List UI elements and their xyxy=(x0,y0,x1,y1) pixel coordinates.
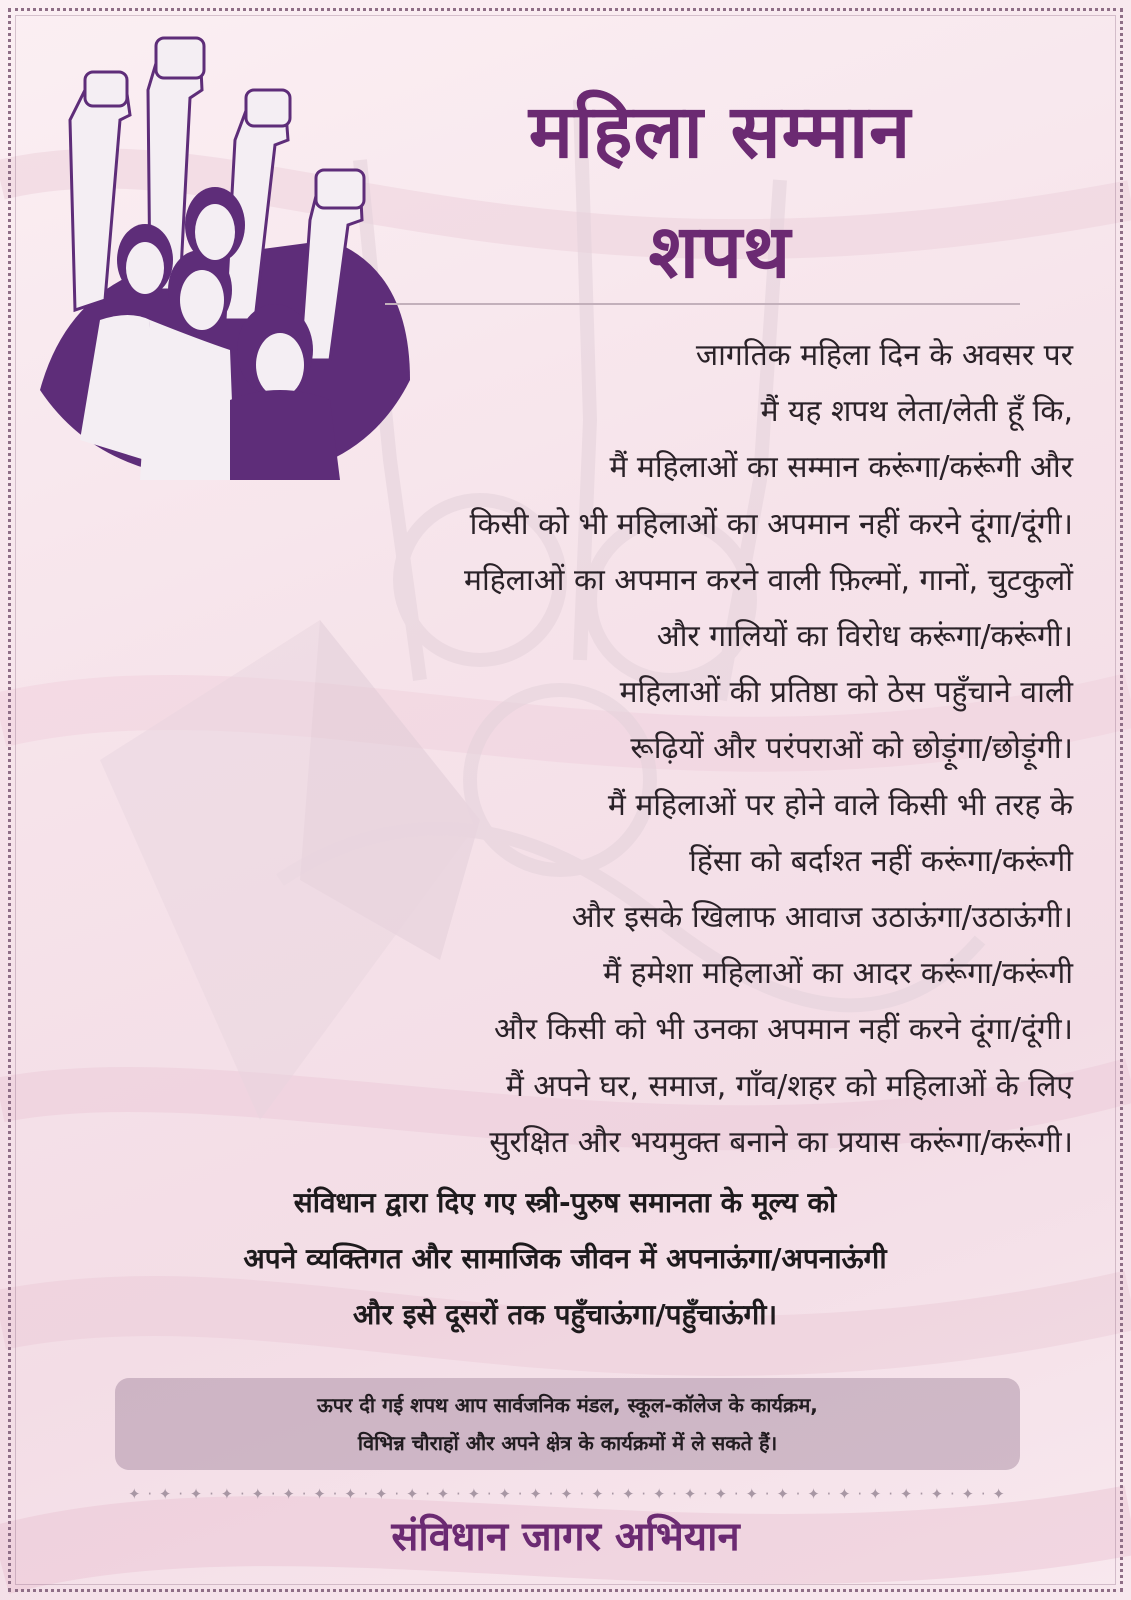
oath-line: रूढ़ियों और परंपराओं को छोड़ूंगा/छोड़ूंगी। xyxy=(630,731,1073,767)
pledge-line: और इसे दूसरों तक पहुँचाऊंगा/पहुँचाऊंगी। xyxy=(352,1298,778,1331)
oath-line: हिंसा को बर्दाश्त नहीं करूंगा/करूंगी xyxy=(689,843,1073,879)
oath-line: मैं हमेशा महिलाओं का आदर करूंगा/करूंगी xyxy=(603,956,1073,992)
title-line-1: महिला सम्मान xyxy=(528,89,912,175)
star-divider-icon: ✦ · ✦ · ✦ · ✦ · ✦ · ✦ · ✦ · ✦ · ✦ · ✦ · ✦ · ✦ · ✦ · ✦ · ✦ · ✦ · ✦ · ✦ · ✦ · ✦ · ✦ · ✦ · ✦ · ✦ · ✦ · ✦ · ✦ · ✦ · ✦ xyxy=(128,1485,1006,1503)
oath-line: मैं अपने घर, समाज, गाँव/शहर को महिलाओं के लिए xyxy=(505,1068,1073,1104)
title-divider xyxy=(385,303,1020,305)
note-line: विभिन्न चौराहों और अपने क्षेत्र के कार्यक्रमों में ले सकते हैं। xyxy=(357,1431,778,1455)
page-title xyxy=(390,72,1050,312)
oath-line: सुरक्षित और भयमुक्त बनाने का प्रयास करूंगा/करूंगी। xyxy=(489,1124,1073,1160)
pledge-line: अपने व्यक्तिगत और सामाजिक जीवन में अपनाऊंगा/अपनाऊंगी xyxy=(243,1242,887,1275)
title-line-2: शपथ xyxy=(648,209,792,295)
note-line: ऊपर दी गई शपथ आप सार्वजनिक मंडल, स्कूल-कॉलेज के कार्यक्रम, xyxy=(317,1393,818,1417)
constitution-pledge xyxy=(40,1175,1090,1343)
oath-line: जागतिक महिला दिन के अवसर पर xyxy=(695,338,1073,373)
oath-line: मैं महिलाओं का सम्मान करूंगा/करूंगी और xyxy=(609,450,1073,486)
oath-line: और गालियों का विरोध करूंगा/करूंगी। xyxy=(656,619,1073,655)
oath-line: मैं यह शपथ लेता/लेती हूँ कि, xyxy=(760,394,1073,430)
oath-line: महिलाओं का अपमान करने वाली फ़िल्मों, गानों, चुटकुलों xyxy=(464,562,1073,598)
oath-line: किसी को भी महिलाओं का अपमान नहीं करने दूंगा/दूंगी। xyxy=(469,506,1073,542)
oath-line: महिलाओं की प्रतिष्ठा को ठेस पहुँचाने वाली xyxy=(619,675,1073,711)
usage-note xyxy=(115,1386,1020,1462)
oath-text xyxy=(253,328,1073,1171)
oath-line: और इसके खिलाफ आवाज उठाऊंगा/उठाऊंगी। xyxy=(571,900,1073,936)
campaign-name: संविधान जागर अभियान xyxy=(391,1514,740,1560)
oath-line: मैं महिलाओं पर होने वाले किसी भी तरह के xyxy=(607,787,1073,823)
oath-line: और किसी को भी उनका अपमान नहीं करने दूंगा/दूंगी। xyxy=(494,1012,1073,1048)
pledge-line: संविधान द्वारा दिए गए स्त्री-पुरुष समानता के मूल्य को xyxy=(293,1186,837,1219)
